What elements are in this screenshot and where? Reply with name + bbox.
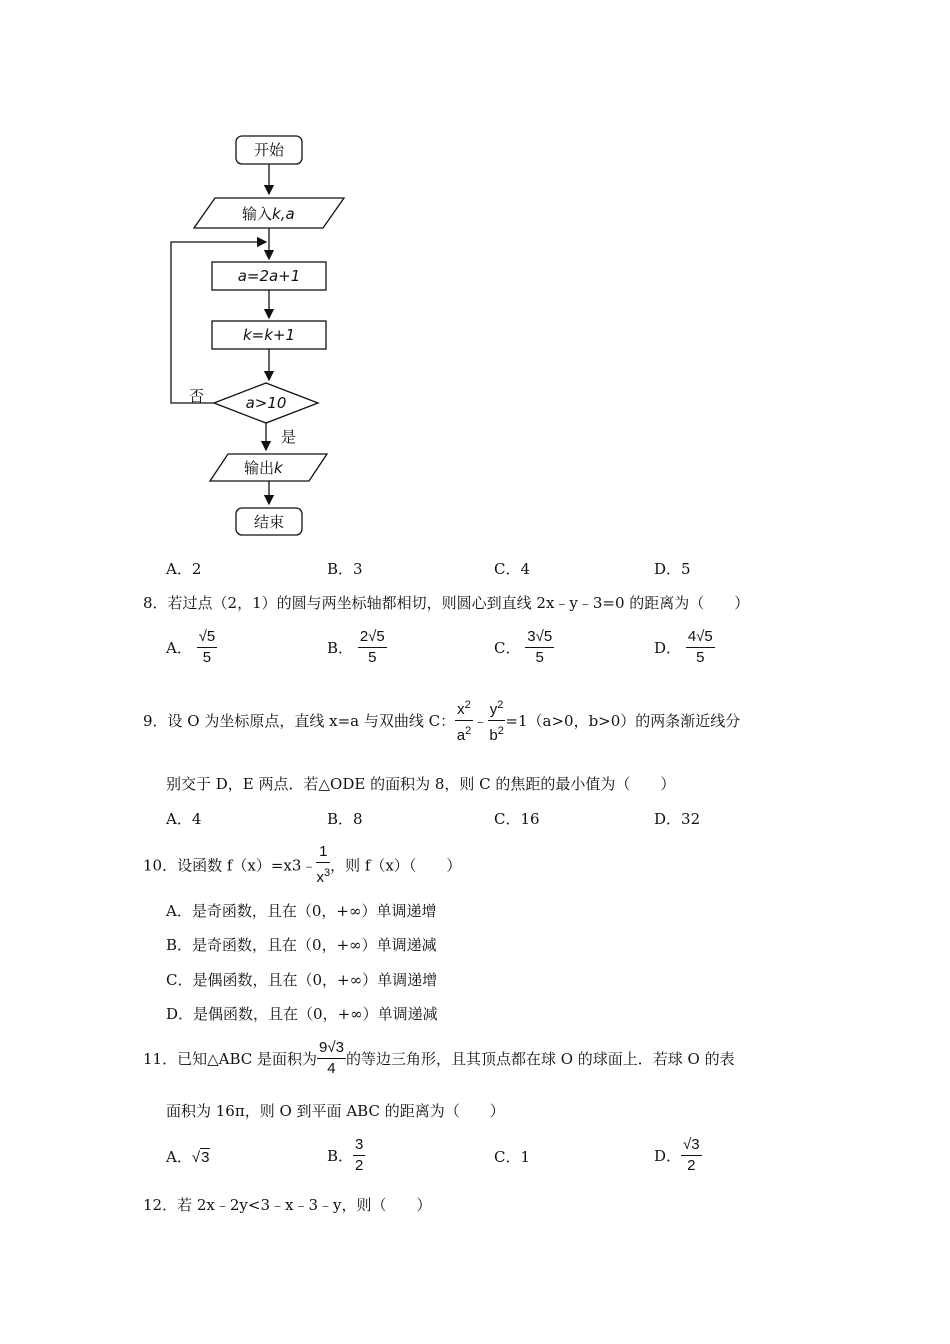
q11-frac: $\frac{9√3}{4}$: [319, 1039, 344, 1077]
flowchart: [0, 0, 950, 560]
decision-label: a>10: [245, 394, 287, 412]
process-label-k: k=k+1: [242, 326, 296, 344]
q9-option-d: D．32: [654, 810, 701, 828]
input-label: 输入k,a: [242, 205, 295, 223]
q8-option-d: D． $\frac{4√5}{5}$: [654, 628, 713, 666]
q7-option-d: D．5: [654, 560, 691, 578]
q12-stem: 12．若 2x﹣2y<3﹣x﹣3﹣y，则（ ）: [143, 1196, 432, 1214]
q11-option-c: C．1: [494, 1148, 531, 1166]
q8-option-c: C． $\frac{3√5}{5}$: [494, 628, 553, 666]
q8-stem: 8．若过点（2，1）的圆与两坐标轴都相切，则圆心到直线 2x﹣y﹣3=0 的距离为（ ）: [143, 594, 750, 612]
q8-option-a: A． $\frac{√5}{5}$: [166, 628, 216, 666]
q7-option-a: A．2: [166, 560, 202, 578]
q9-option-c: C．16: [494, 810, 540, 828]
q9-frac-x: $\frac{x^2}{a^2}$: [455, 695, 473, 746]
q11-stem-line1: 11．已知△ABC 是面积为 $\frac{9√3}{4}$ 的等边三角形，且其顶点都在球 O 的球面上．若球 O 的表: [143, 1039, 735, 1077]
output-label: 输出k: [244, 459, 283, 477]
q9-option-a: A．4: [166, 810, 202, 828]
q10-frac: $\frac{1}{x^3}$: [316, 843, 331, 886]
q9-stem-line2: 别交于 D，E 两点．若△ODE 的面积为 8，则 C 的焦距的最小值为（ ）: [166, 775, 676, 793]
q11-stem-line2: 面积为 16π，则 O 到平面 ABC 的距离为（ ）: [166, 1102, 505, 1120]
q11-option-b: B． $\frac{3}{2}$: [327, 1136, 364, 1174]
q7-option-c: C．4: [494, 560, 531, 578]
process-label-a: a=2a+1: [237, 267, 301, 285]
start-label: 开始: [253, 141, 285, 159]
q10-option-a: A．是奇函数，且在（0，+∞）单调递增: [166, 902, 437, 920]
q11-option-a: A．√3: [166, 1148, 210, 1166]
q7-option-b: B．3: [327, 560, 363, 578]
q11-option-d: D． $\frac{√3}{2}$: [654, 1136, 700, 1174]
q10-option-c: C．是偶函数，且在（0，+∞）单调递增: [166, 971, 438, 989]
q8-option-b: B． $\frac{2√5}{5}$: [327, 628, 385, 666]
q10-option-d: D．是偶函数，且在（0，+∞）单调递减: [166, 1005, 438, 1023]
q10-option-b: B．是奇函数，且在（0，+∞）单调递减: [166, 936, 437, 954]
q9-frac-y: $\frac{y^2}{b^2}$: [488, 695, 506, 746]
q10-stem: 10．设函数 f（x）=x3﹣ $\frac{1}{x^3}$ ，则 f（x）（ ）: [143, 843, 462, 886]
end-label: 结束: [253, 513, 285, 531]
q9-option-b: B．8: [327, 810, 363, 828]
no-label: 否: [189, 387, 205, 405]
q9-stem-line1: 9．设 O 为坐标原点，直线 x=a 与双曲线 C： $\frac{x^2}{a^2}$ ﹣ $\frac{y^2}{b^2}$ =1（a>0，b>0）的两条渐近线分: [143, 695, 740, 746]
yes-label: 是: [281, 428, 297, 446]
